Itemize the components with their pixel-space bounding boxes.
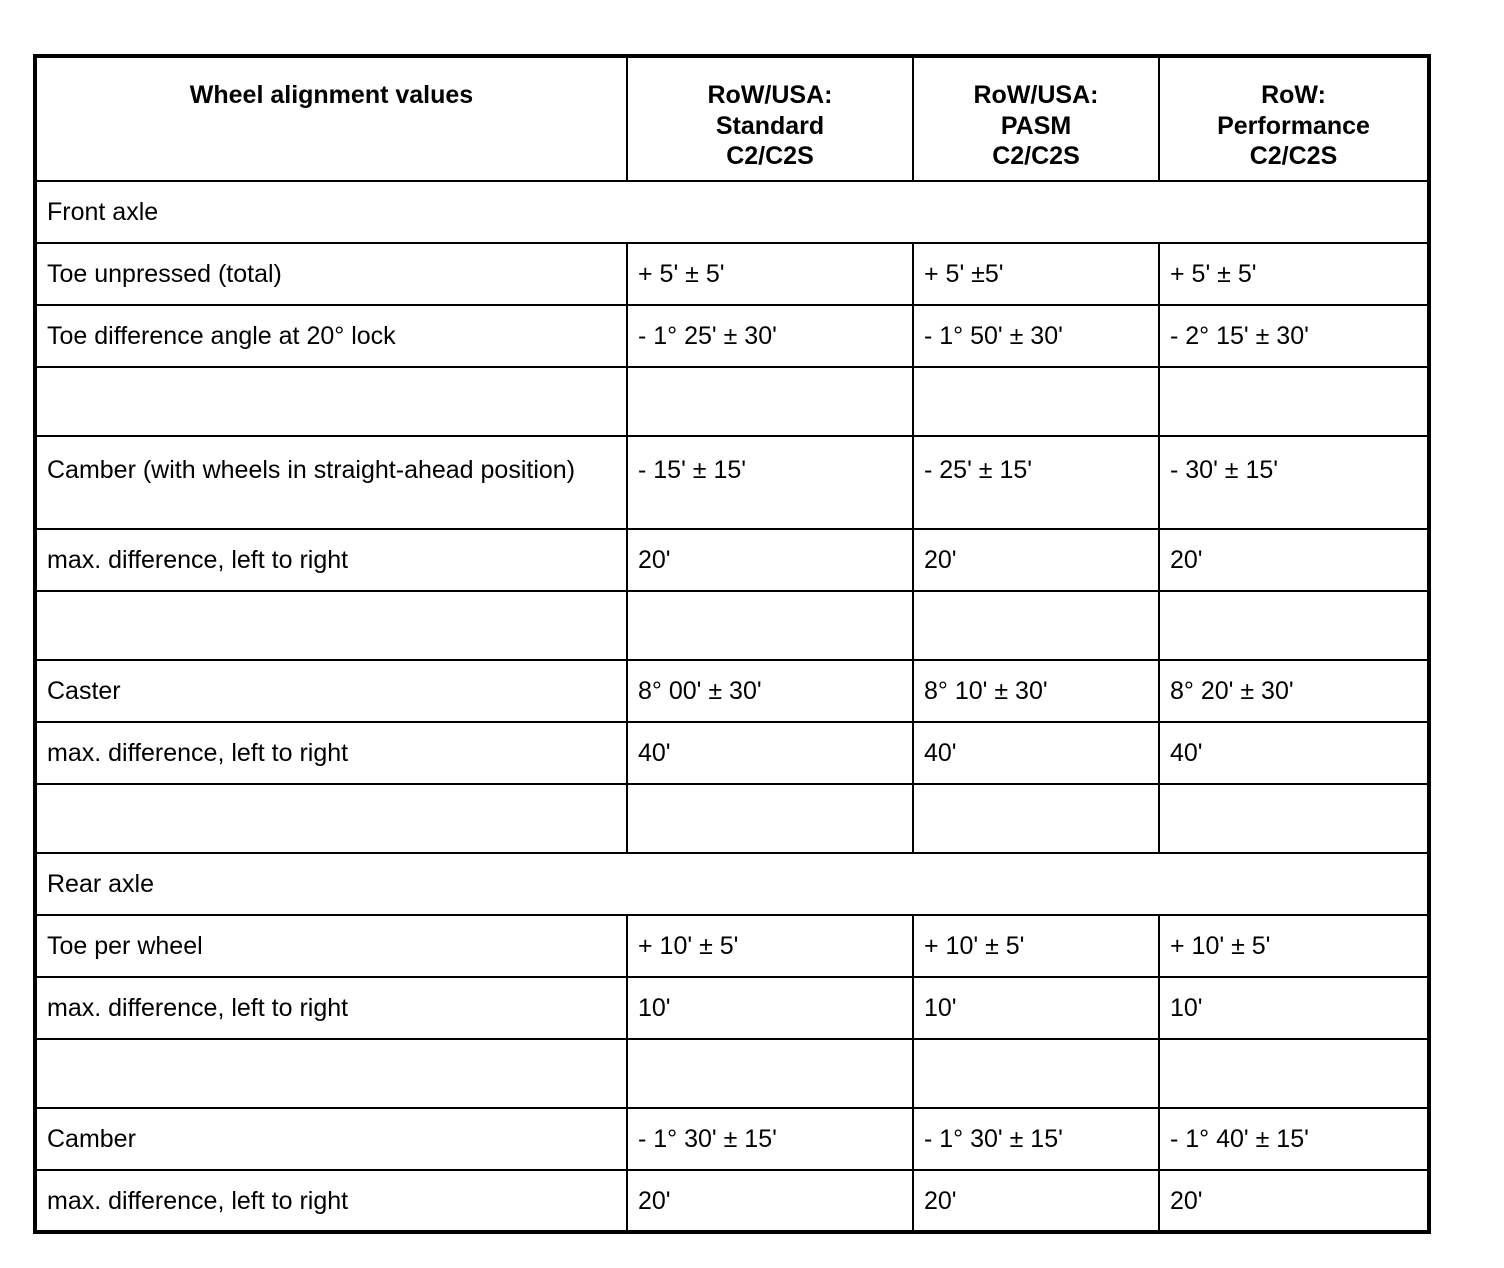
- value-performance: 20': [1159, 1170, 1429, 1232]
- value-standard: - 1° 25' ± 30': [627, 305, 913, 367]
- value-pasm: - 25' ± 15': [913, 436, 1159, 529]
- section-row-rear-axle: [35, 853, 1429, 915]
- row-label: Toe per wheel: [35, 915, 627, 977]
- value-standard: 20': [627, 1170, 913, 1232]
- header-row: [35, 56, 1429, 181]
- empty-cell: [913, 784, 1159, 853]
- value-performance: + 10' ± 5': [1159, 915, 1429, 977]
- value-pasm: + 5' ±5': [913, 243, 1159, 305]
- value-pasm: + 10' ± 5': [913, 915, 1159, 977]
- value-pasm: - 1° 50' ± 30': [913, 305, 1159, 367]
- empty-cell: [1159, 1039, 1429, 1108]
- empty-cell: [1159, 784, 1429, 853]
- table-row: [35, 1108, 1429, 1170]
- header-line: PASM: [1000, 111, 1072, 140]
- empty-cell: [35, 784, 627, 853]
- value-pasm: 20': [913, 1170, 1159, 1232]
- row-label: max. difference, left to right: [35, 529, 627, 591]
- table-row: [35, 529, 1429, 591]
- blank-row: [35, 1039, 1429, 1108]
- value-performance: 10': [1159, 977, 1429, 1039]
- wheel-alignment-table: [33, 54, 1431, 1234]
- row-label: Camber (with wheels in straight-ahead position): [35, 436, 627, 529]
- value-performance: - 30' ± 15': [1159, 436, 1429, 529]
- row-label: Toe unpressed (total): [35, 243, 627, 305]
- value-performance: - 1° 40' ± 15': [1159, 1108, 1429, 1170]
- empty-cell: [35, 367, 627, 436]
- table-row: [35, 915, 1429, 977]
- table-row: [35, 243, 1429, 305]
- value-standard: 40': [627, 722, 913, 784]
- section-label: Front axle: [35, 181, 1429, 243]
- value-performance: + 5' ± 5': [1159, 243, 1429, 305]
- value-pasm: 10': [913, 977, 1159, 1039]
- empty-cell: [627, 591, 913, 660]
- column-header-pasm: [913, 56, 1159, 181]
- table-row: [35, 436, 1429, 529]
- value-performance: - 2° 15' ± 30': [1159, 305, 1429, 367]
- header-line: C2/C2S: [726, 142, 814, 170]
- value-standard: + 5' ± 5': [627, 243, 913, 305]
- empty-cell: [1159, 367, 1429, 436]
- value-pasm: 20': [913, 529, 1159, 591]
- row-label: max. difference, left to right: [35, 977, 627, 1039]
- header-line: C2/C2S: [1249, 142, 1338, 170]
- row-label: Caster: [35, 660, 627, 722]
- value-standard: - 15' ± 15': [627, 436, 913, 529]
- value-performance: 20': [1159, 529, 1429, 591]
- column-header-performance: [1159, 56, 1429, 181]
- empty-cell: [627, 1039, 913, 1108]
- table-row: [35, 305, 1429, 367]
- empty-cell: [627, 367, 913, 436]
- empty-cell: [627, 784, 913, 853]
- empty-cell: [1159, 591, 1429, 660]
- table-row: [35, 977, 1429, 1039]
- row-label: max. difference, left to right: [35, 1170, 627, 1232]
- empty-cell: [913, 591, 1159, 660]
- value-pasm: - 1° 30' ± 15': [913, 1108, 1159, 1170]
- value-standard: - 1° 30' ± 15': [627, 1108, 913, 1170]
- blank-row: [35, 784, 1429, 853]
- header-line: RoW:: [1261, 81, 1326, 109]
- row-label: max. difference, left to right: [35, 722, 627, 784]
- row-label: Camber: [35, 1108, 627, 1170]
- value-performance: 40': [1159, 722, 1429, 784]
- blank-row: [35, 591, 1429, 660]
- column-header-standard: [627, 56, 913, 181]
- header-line: Standard: [715, 111, 825, 140]
- value-standard: 10': [627, 977, 913, 1039]
- blank-row: [35, 367, 1429, 436]
- row-label: Toe difference angle at 20° lock: [35, 305, 627, 367]
- section-label: Rear axle: [35, 853, 1429, 915]
- value-standard: + 10' ± 5': [627, 915, 913, 977]
- header-line: C2/C2S: [992, 142, 1080, 170]
- header-line: RoW/USA:: [707, 81, 833, 109]
- empty-cell: [913, 367, 1159, 436]
- value-standard: 8° 00' ± 30': [627, 660, 913, 722]
- section-row-front-axle: [35, 181, 1429, 243]
- table-row: [35, 660, 1429, 722]
- value-pasm: 8° 10' ± 30': [913, 660, 1159, 722]
- value-standard: 20': [627, 529, 913, 591]
- empty-cell: [913, 1039, 1159, 1108]
- header-title: Wheel alignment values: [35, 56, 627, 181]
- value-performance: 8° 20' ± 30': [1159, 660, 1429, 722]
- value-pasm: 40': [913, 722, 1159, 784]
- empty-cell: [35, 1039, 627, 1108]
- header-line: RoW/USA:: [973, 81, 1099, 109]
- empty-cell: [35, 591, 627, 660]
- table-row: [35, 1170, 1429, 1232]
- header-line: Performance: [1217, 111, 1370, 140]
- table-row: [35, 722, 1429, 784]
